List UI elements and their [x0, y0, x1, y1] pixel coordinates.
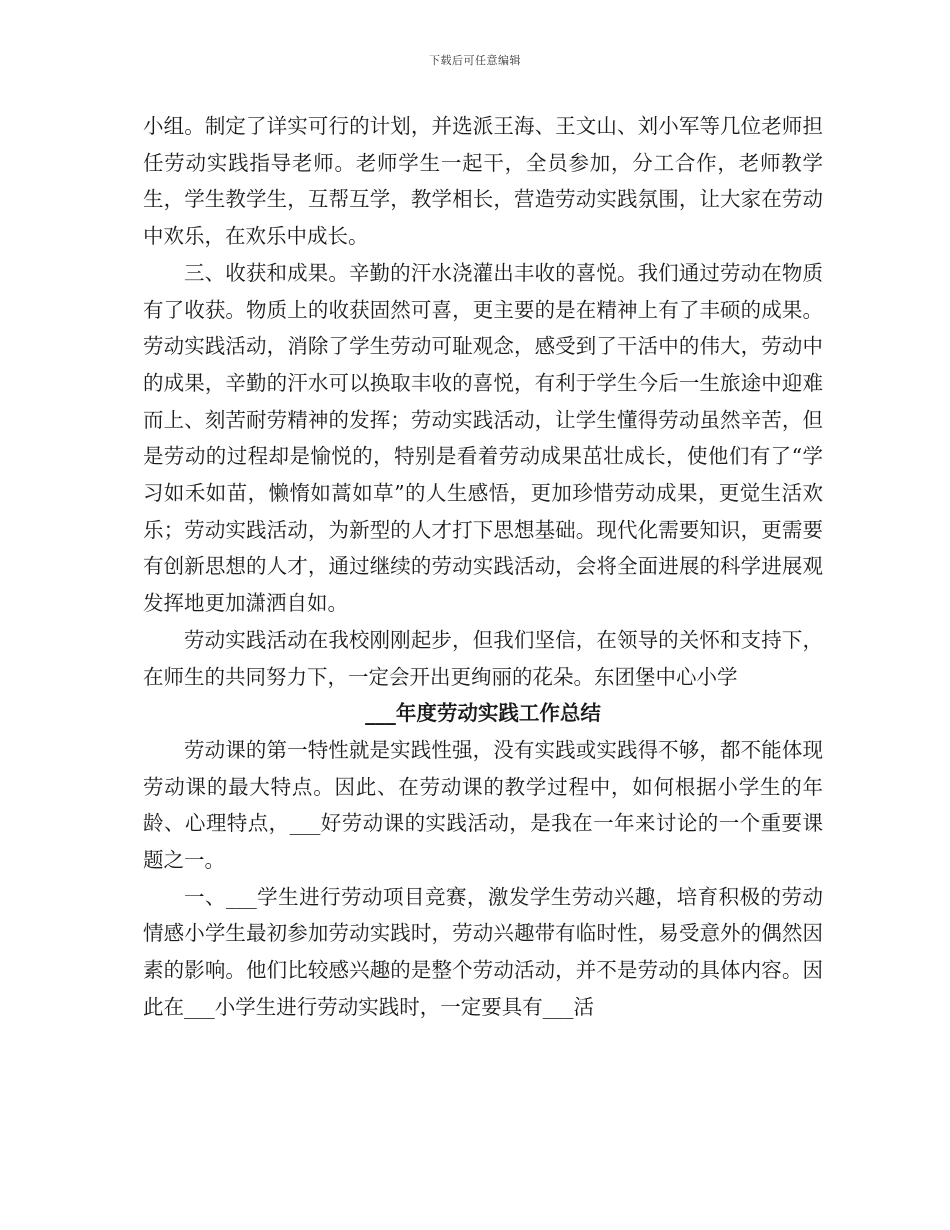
section-title: ___年度劳动实践工作总结 [365, 701, 601, 726]
paragraph: 劳动实践活动在我校刚刚起步，但我们坚信，在领导的关怀和支持下，在师生的共同努力下，一定会开出更绚丽的花朵。东团堡中心小学 [143, 627, 823, 689]
paragraph: 劳动课的第一特性就是实践性强，没有实践或实践得不够，都不能体现劳动课的最大特点。因此、在劳动课的教学过程中，如何根据小学生的年龄、心理特点，___好劳动课的实践活动，是我在一年来讨论的一个重要课题之一。 [143, 737, 823, 873]
paragraph: 一、___学生进行劳动项目竞赛，激发学生劳动兴趣，培育积极的劳动情感小学生最初参加劳动实践时，劳动兴趣带有临时性，易受意外的偶然因素的影响。他们比较感兴趣的是整个劳动活动，并不是劳动的具体内容。因此在___小学生进行劳动实践时，一定要具有___活 [143, 884, 823, 1019]
document-body [143, 108, 823, 1026]
page-header: 下载后可任意编辑 [429, 54, 521, 67]
paragraph: 三、收获和成果。辛勤的汗水浇灌出丰收的喜悦。我们通过劳动在物质有了收获。物质上的收获固然可喜，更主要的是在精神上有了丰硕的成果。劳动实践活动，消除了学生劳动可耻观念，感受到了干活中的伟大，劳动中的成果，辛勤的汗水可以换取丰收的喜悦，有利于学生今后一生旅途中迎难而上、刻苦耐劳精神的发挥；劳动实践活动，让学生懂得劳动虽然辛苦，但是劳动的过程却是愉悦的，特别是看着劳动成果茁壮成长，使他们有了“学习如禾如苗，懒惰如蒿如草”的人生感悟，更加珍惜劳动成果，更觉生活欢乐；劳动实践活动，为新型的人才打下思想基础。现代化需要知识，更需要有创新思想的人才，通过继续的劳动实践活动，会将全面进展的科学进展观发挥地更加潇洒自如。 [143, 260, 823, 616]
paragraph: 小组。制定了详实可行的计划，并选派王海、王文山、刘小军等几位老师担任劳动实践指导老师。老师学生一起干，全员参加，分工合作，老师教学生，学生教学生，互帮互学，教学相长，营造劳动实践氛围，让大家在劳动中欢乐，在欢乐中成长。 [143, 114, 823, 249]
